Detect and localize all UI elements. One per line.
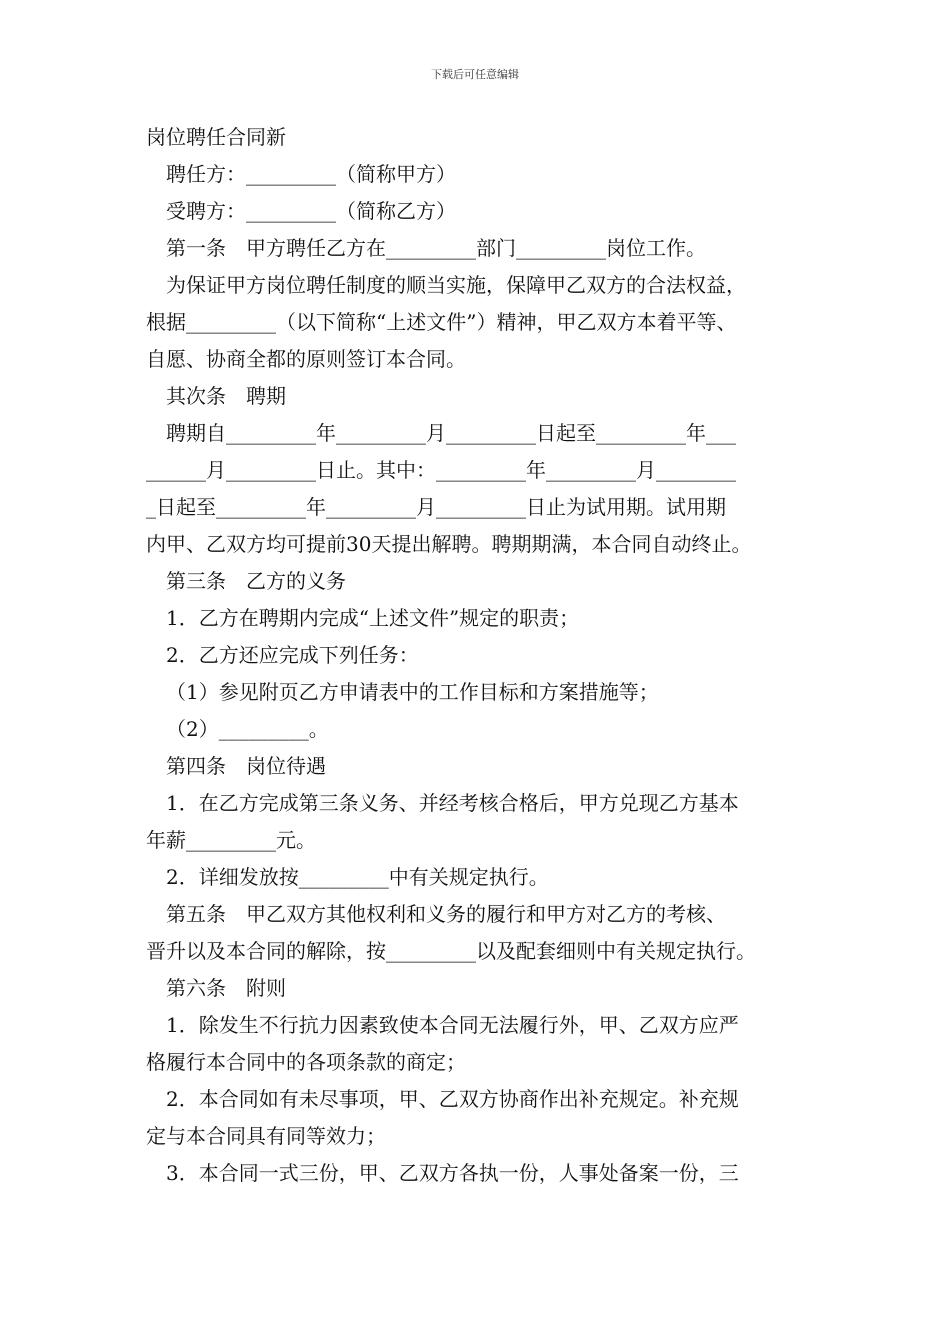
article-3-heading: 第三条 乙方的义务 <box>166 569 346 593</box>
document-body <box>146 119 814 1192</box>
text-line: 年薪_________元。 <box>146 828 316 852</box>
text-line: 1．乙方在聘期内完成“上述文件”规定的职责； <box>166 606 580 630</box>
text-line: 根据_________（以下简称“上述文件”）精神，甲乙双方本着平等、 <box>146 310 737 334</box>
article-4-heading: 第四条 岗位待遇 <box>166 754 326 778</box>
text-line: ______月_________日止。其中：_________年_________月________ <box>146 458 736 482</box>
text-line: （2）_________。 <box>166 717 329 741</box>
text-line: 2．乙方还应完成下列任务： <box>166 643 419 667</box>
text-line: 聘任方：_________（简称甲方） <box>166 162 456 186</box>
text-line: 格履行本合同中的各项条款的商定； <box>146 1050 466 1074</box>
text-line: 定与本合同具有同等效力； <box>146 1124 386 1148</box>
article-6-heading: 第六条 附则 <box>166 976 286 1000</box>
text-line: _日起至_________年_________月_________日止为试用期。试用期 <box>146 495 726 519</box>
text-line: 1．除发生不行抗力因素致使本合同无法履行外，甲、乙双方应严 <box>166 1013 739 1037</box>
text-line: 2．本合同如有未尽事项，甲、乙双方协商作出补充规定。补充规 <box>166 1087 739 1111</box>
article-2-heading: 其次条 聘期 <box>166 384 286 408</box>
text-line: 受聘方：_________（简称乙方） <box>166 199 456 223</box>
text-line: 3．本合同一式三份，甲、乙双方各执一份，人事处备案一份，三 <box>166 1161 739 1185</box>
text-line: 自愿、协商全都的原则签订本合同。 <box>146 347 466 371</box>
text-line: 2．详细发放按_________中有关规定执行。 <box>166 865 549 889</box>
text-line: 1．在乙方完成第三条义务、并经考核合格后，甲方兑现乙方基本 <box>166 791 739 815</box>
text-line: 内甲、乙双方均可提前30天提出解聘。聘期期满，本合同自动终止。 <box>146 532 752 556</box>
article-5-line: 第五条 甲乙双方其他权利和义务的履行和甲方对乙方的考核、 <box>166 902 726 926</box>
article-1-line: 第一条 甲方聘任乙方在_________部门_________岗位工作。 <box>166 236 706 260</box>
text-line: 为保证甲方岗位聘任制度的顺当实施，保障甲乙双方的合法权益， <box>166 273 746 297</box>
text-line: （1）参见附页乙方申请表中的工作目标和方案措施等； <box>166 680 659 704</box>
text-line: 晋升以及本合同的解除，按_________以及配套细则中有关规定执行。 <box>146 939 756 963</box>
text-line: 聘期自_________年_________月_________日起至_________年___ <box>166 421 736 445</box>
document-title: 岗位聘任合同新 <box>146 125 286 149</box>
page-header: 下载后可任意编辑 <box>431 68 519 81</box>
